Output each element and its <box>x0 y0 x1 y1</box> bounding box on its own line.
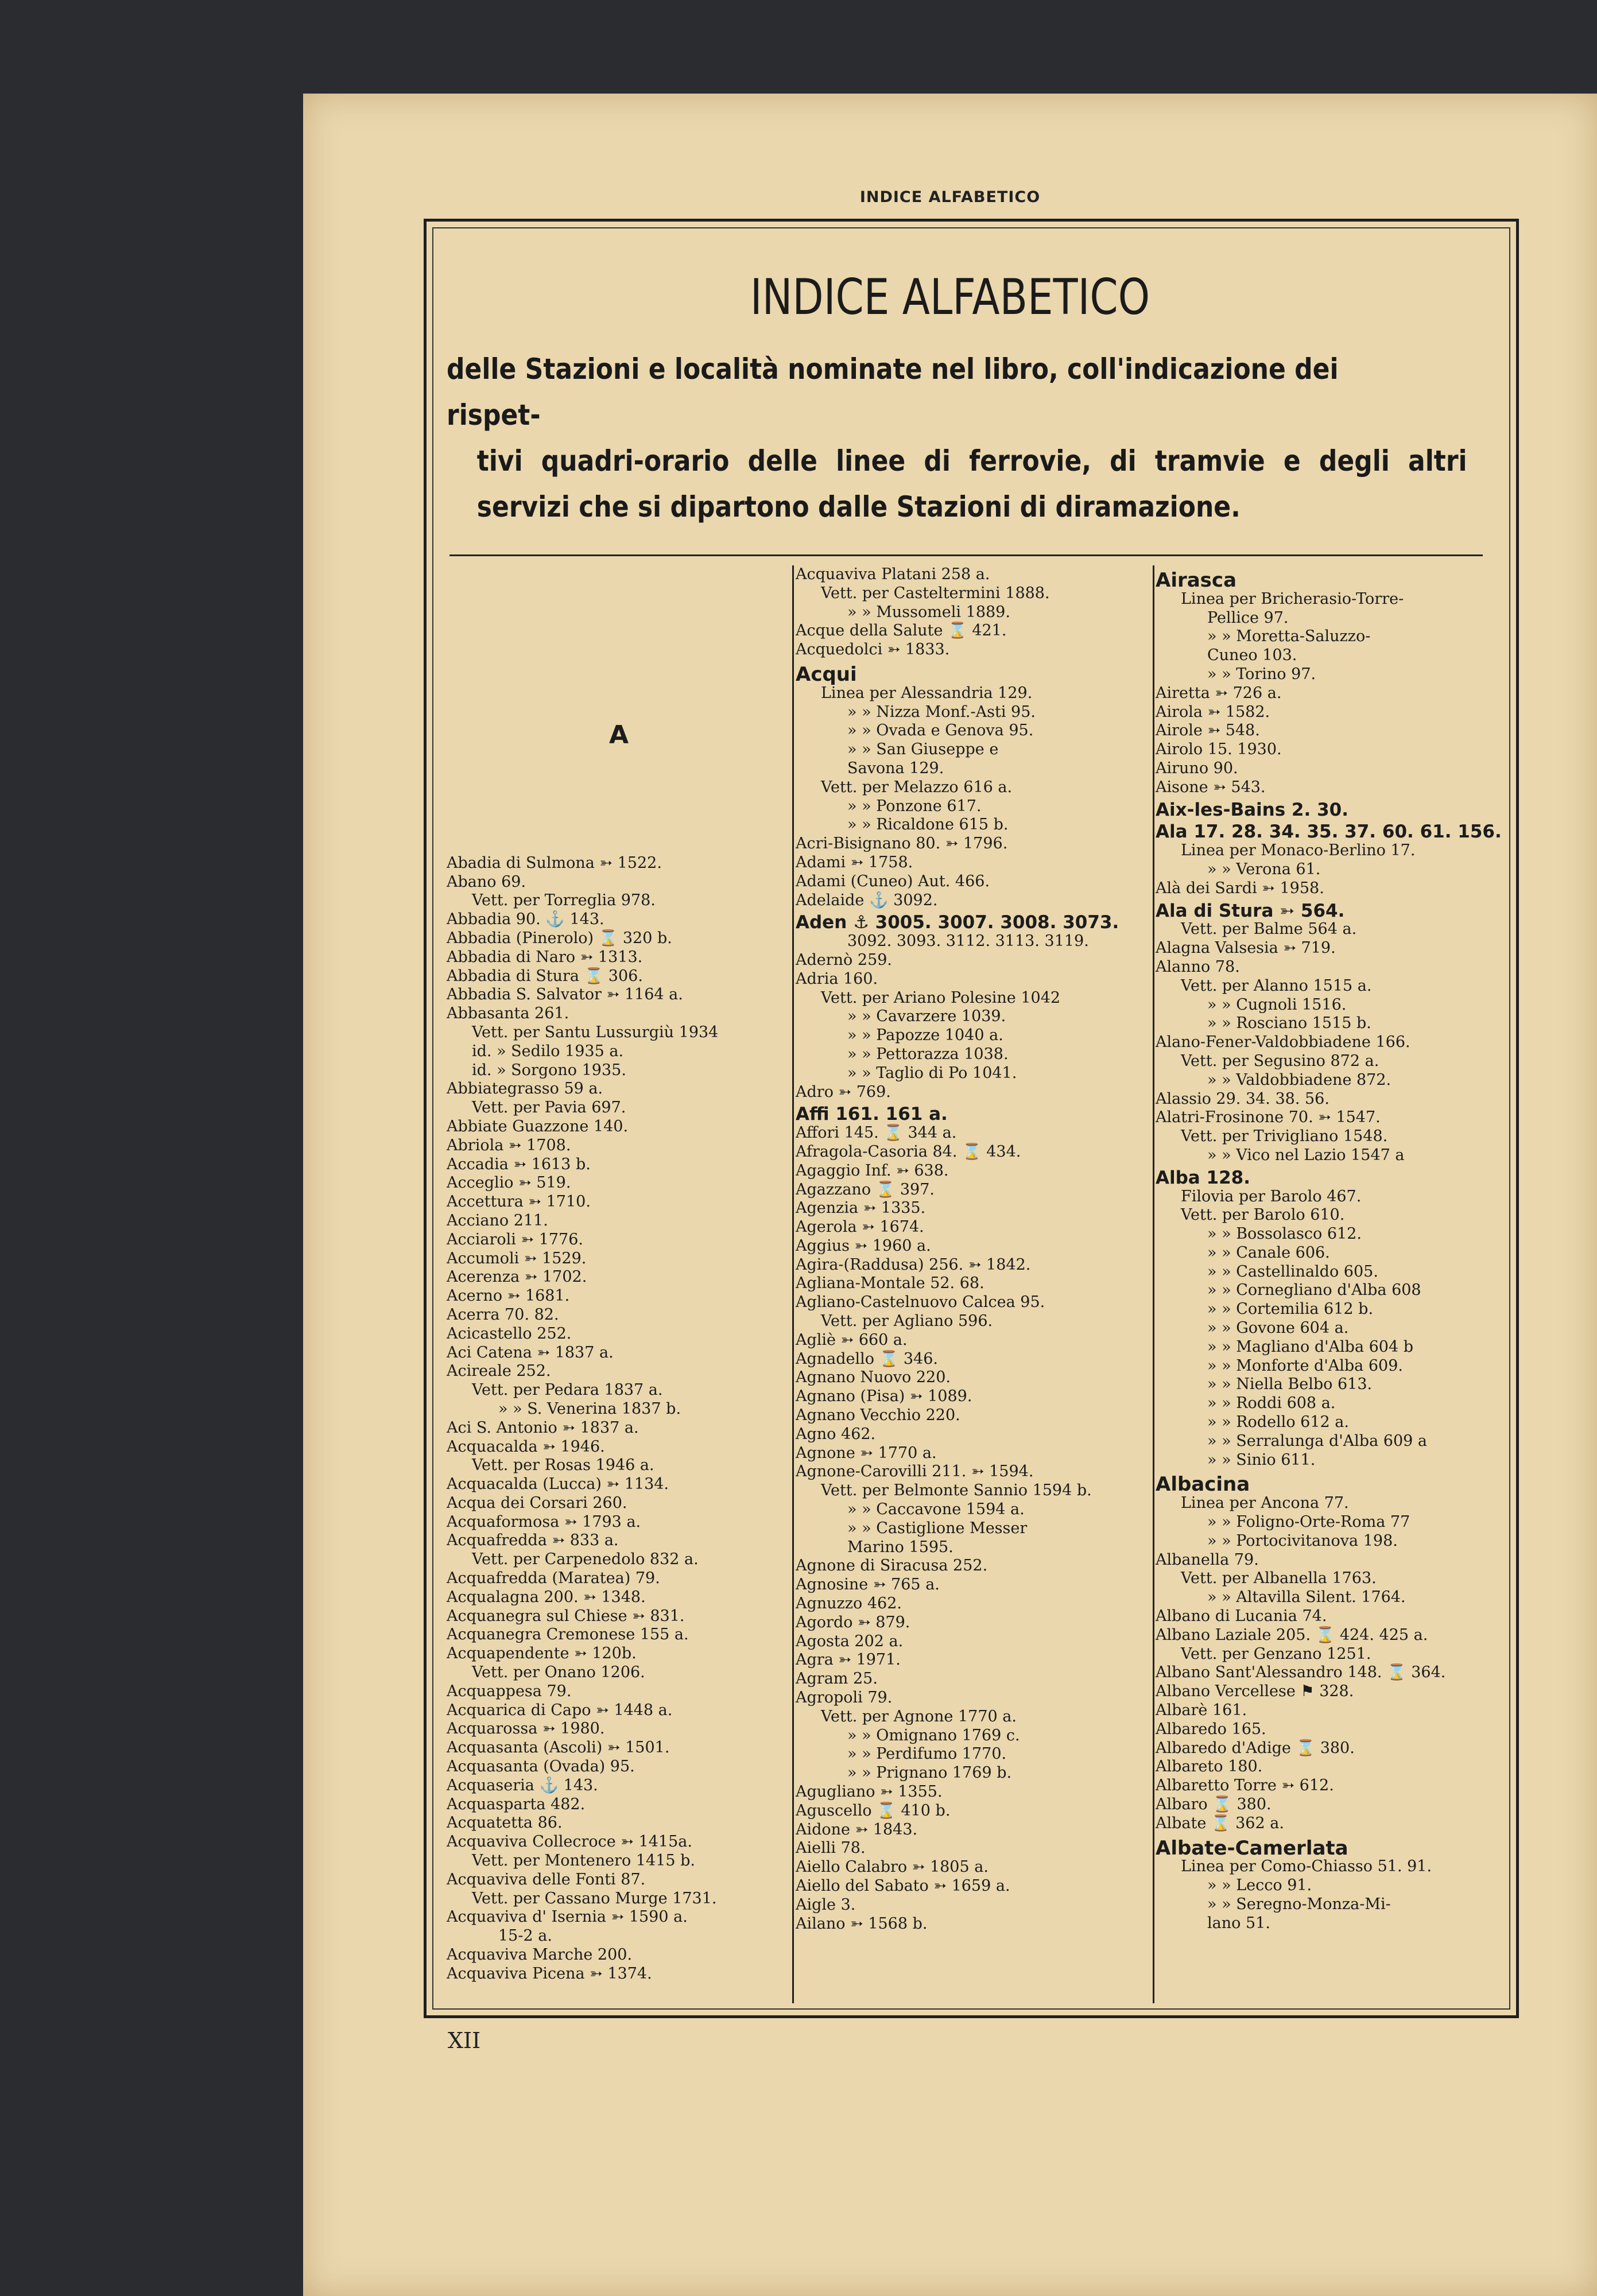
index-entry: Acqualagna 200. ➳ 1348. <box>447 1588 646 1606</box>
index-entry: Agosta 202 a. <box>796 1632 904 1650</box>
index-entry: Vett. per Torreglia 978. <box>472 891 656 910</box>
index-entry: Vett. per Trivigliano 1548. <box>1181 1127 1388 1146</box>
index-entry: » » Cortemilia 612 b. <box>1207 1300 1374 1318</box>
index-entry: » » Torino 97. <box>1207 665 1316 683</box>
index-entry: Abano 69. <box>447 872 526 891</box>
index-entry: Abbasanta 261. <box>447 1004 569 1023</box>
index-entry: Vett. per Pavia 697. <box>472 1099 626 1117</box>
index-entry: Acquedolci ➳ 1833. <box>796 641 950 659</box>
index-entry: Acicastello 252. <box>447 1324 572 1343</box>
index-entry: Acquacalda (Lucca) ➳ 1134. <box>447 1475 669 1494</box>
index-entry: Vett. per Balme 564 a. <box>1181 920 1357 938</box>
index-entry: Airole ➳ 548. <box>1156 722 1260 740</box>
index-entry: Agliana-Montale 52. 68. <box>796 1274 984 1293</box>
index-entry: » » S. Venerina 1837 b. <box>498 1399 681 1418</box>
index-entry: Alagna Valsesia ➳ 719. <box>1156 939 1336 957</box>
index-entry: Agra ➳ 1971. <box>796 1651 901 1669</box>
index-entry: Albate-Camerlata <box>1156 1836 1348 1860</box>
index-entry: Agordo ➳ 879. <box>796 1613 910 1631</box>
index-entry: Aidone ➳ 1843. <box>796 1820 918 1839</box>
index-entry: Ala di Stura ➳ 564. <box>1156 900 1345 921</box>
index-entry: Acquanegra sul Chiese ➳ 831. <box>447 1607 685 1625</box>
index-entry: Airasca <box>1156 569 1237 592</box>
index-entry: Aden ⚓ 3005. 3007. 3008. 3073. <box>796 912 1119 933</box>
index-entry: Acquafredda (Maratea) 79. <box>447 1569 660 1588</box>
index-entry: Adami (Cuneo) Aut. 466. <box>796 872 990 890</box>
index-entry: Agram 25. <box>796 1670 878 1688</box>
header-rule <box>449 554 1483 556</box>
index-entry: Aci Catena ➳ 1837 a. <box>447 1343 614 1362</box>
index-entry: Vett. per Genzano 1251. <box>1181 1645 1371 1663</box>
index-entry: Vett. per Ariano Polesine 1042 <box>821 988 1061 1007</box>
index-entry: » » Taglio di Po 1041. <box>847 1064 1017 1082</box>
index-entry: Albano Laziale 205. ⌛ 424. 425 a. <box>1156 1626 1428 1644</box>
index-entry: Acquaviva delle Fonti 87. <box>447 1870 646 1888</box>
index-entry: Vett. per Carpenedolo 832 a. <box>472 1550 699 1569</box>
index-entry: Aix-les-Bains 2. 30. <box>1156 799 1348 820</box>
index-entry: Abadia di Sulmona ➳ 1522. <box>447 854 662 872</box>
index-entry: 3092. 3093. 3112. 3113. 3119. <box>847 932 1089 951</box>
index-entry: » » Castiglione Messer <box>847 1519 1028 1537</box>
index-entry: Vett. per Barolo 610. <box>1181 1206 1345 1224</box>
index-entry: » » Mussomeli 1889. <box>847 603 1010 621</box>
subtitle <box>447 346 1467 530</box>
index-entry: Vett. per Melazzo 616 a. <box>821 778 1013 796</box>
index-entry: » » Verona 61. <box>1207 860 1321 878</box>
index-entry: Acquarica di Capo ➳ 1448 a. <box>447 1701 673 1719</box>
running-head: INDICE ALFABETICO <box>859 188 1041 206</box>
index-entry: Vett. per Albanella 1763. <box>1181 1569 1377 1588</box>
index-entry: Ala 17. 28. 34. 35. 37. 60. 61. 156. <box>1156 821 1502 843</box>
index-entry: Savona 129. <box>847 759 944 777</box>
index-entry: » » Moretta-Saluzzo- <box>1207 627 1371 646</box>
index-entry: Agliano-Castelnuovo Calcea 95. <box>796 1293 1045 1312</box>
index-entry: Agnano (Pisa) ➳ 1089. <box>796 1387 972 1406</box>
index-entry: Airuno 90. <box>1156 759 1238 777</box>
index-entry: Acciano 211. <box>447 1211 548 1230</box>
index-entry: Accumoli ➳ 1529. <box>447 1249 587 1267</box>
index-entry: Agropoli 79. <box>796 1689 893 1707</box>
index-entry: Afragola-Casoria 84. ⌛ 434. <box>796 1142 1021 1161</box>
index-entry: Albano di Lucania 74. <box>1156 1607 1327 1626</box>
index-entry: Acquaviva Collecroce ➳ 1415a. <box>447 1833 692 1851</box>
index-entry: » » Cavarzere 1039. <box>847 1007 1006 1026</box>
index-entry: Agazzano ⌛ 397. <box>796 1180 935 1199</box>
index-entry: » » Altavilla Silent. 1764. <box>1207 1588 1406 1607</box>
index-entry: Airolo 15. 1930. <box>1156 740 1282 759</box>
index-entry: Agnano Nuovo 220. <box>796 1368 951 1387</box>
index-entry: Aggius ➳ 1960 a. <box>796 1236 931 1255</box>
index-entry: Acquaviva Marche 200. <box>447 1946 633 1964</box>
index-entry: » » Cornegliano d'Alba 608 <box>1207 1281 1421 1300</box>
index-entry: Agnone-Carovilli 211. ➳ 1594. <box>796 1463 1034 1481</box>
index-entry: Acquasparta 482. <box>447 1795 586 1813</box>
index-entry: Acquasanta (Ascoli) ➳ 1501. <box>447 1739 670 1757</box>
index-entry: Aigle 3. <box>796 1895 856 1914</box>
index-entry: Abbadia di Stura ⌛ 306. <box>447 967 643 985</box>
index-entry: » » Canale 606. <box>1207 1243 1330 1262</box>
index-entry: Adernò 259. <box>796 951 893 969</box>
index-entry: Acque della Salute ⌛ 421. <box>796 622 1007 640</box>
index-entry: Adami ➳ 1758. <box>796 853 913 871</box>
index-entry: Accettura ➳ 1710. <box>447 1193 591 1211</box>
index-entry: Albaredo 165. <box>1156 1720 1266 1738</box>
index-entry: Acciaroli ➳ 1776. <box>447 1230 583 1248</box>
index-entry: id. » Sedilo 1935 a. <box>472 1042 624 1060</box>
index-entry: » » Sinio 611. <box>1207 1450 1316 1469</box>
index-entry: » » Serralunga d'Alba 609 a <box>1207 1432 1427 1450</box>
index-entry: Aisone ➳ 543. <box>1156 778 1266 796</box>
index-entry: Acquaviva Platani 258 a. <box>796 565 990 583</box>
index-entry: Albaredo d'Adige ⌛ 380. <box>1156 1739 1355 1757</box>
index-entry: lano 51. <box>1207 1914 1270 1932</box>
index-entry: Acquanegra Cremonese 155 a. <box>447 1626 689 1644</box>
index-entry: Abriola ➳ 1708. <box>447 1136 571 1154</box>
index-entry: Ailano ➳ 1568 b. <box>796 1914 928 1933</box>
index-entry: » » Magliano d'Alba 604 b <box>1207 1337 1414 1356</box>
index-entry: Linea per Monaco-Berlino 17. <box>1181 841 1416 860</box>
page-title: INDICE ALFABETICO <box>750 269 1150 326</box>
index-entry: » » San Giuseppe e <box>847 740 999 759</box>
section-letter: A <box>608 720 629 750</box>
index-entry: Acri-Bisignano 80. ➳ 1796. <box>796 835 1008 853</box>
index-entry: Acqui <box>796 662 857 686</box>
index-entry: Acquaviva Picena ➳ 1374. <box>447 1964 652 1983</box>
index-entry: Linea per Como-Chiasso 51. 91. <box>1181 1857 1432 1876</box>
index-entry: Vett. per Rosas 1946 a. <box>472 1456 654 1475</box>
index-entry: Abbadia S. Salvator ➳ 1164 a. <box>447 986 683 1004</box>
index-entry: Linea per Bricherasio-Torre- <box>1181 589 1404 608</box>
index-entry: Aiello Calabro ➳ 1805 a. <box>796 1858 989 1876</box>
index-column-3 <box>1156 565 1500 1933</box>
index-entry: » » Monforte d'Alba 609. <box>1207 1356 1403 1375</box>
index-entry: Agnone di Siracusa 252. <box>796 1557 988 1575</box>
index-entry: » » Nizza Monf.-Asti 95. <box>847 703 1036 721</box>
index-entry: » » Prignano 1769 b. <box>847 1764 1012 1782</box>
index-entry: Acceglio ➳ 519. <box>447 1174 571 1192</box>
index-entry: Alano-Fener-Valdobbiadene 166. <box>1156 1033 1410 1052</box>
index-entry: Albano Sant'Alessandro 148. ⌛ 364. <box>1156 1663 1446 1682</box>
index-entry: Acquaviva d' Isernia ➳ 1590 a. <box>447 1908 688 1926</box>
index-entry: Albarè 161. <box>1156 1701 1247 1720</box>
index-entry: » » Valdobbiadene 872. <box>1207 1071 1391 1089</box>
index-entry: » » Ricaldone 615 b. <box>847 816 1009 834</box>
index-entry: » » Rosciano 1515 b. <box>1207 1014 1371 1033</box>
index-entry: Acerenza ➳ 1702. <box>447 1268 587 1286</box>
index-entry: Vett. per Casteltermini 1888. <box>821 584 1050 602</box>
index-entry: Albareto 180. <box>1156 1758 1263 1776</box>
index-entry: » » Omignano 1769 c. <box>847 1726 1020 1744</box>
index-column-2 <box>796 565 1157 1933</box>
index-entry: Vett. per Alanno 1515 a. <box>1181 976 1372 995</box>
index-entry: Acquacalda ➳ 1946. <box>447 1437 605 1456</box>
index-entry: Agliè ➳ 660 a. <box>796 1331 908 1349</box>
index-entry: Adro ➳ 769. <box>796 1083 891 1101</box>
index-entry: Agnadello ⌛ 346. <box>796 1349 938 1368</box>
index-entry: Acquaformosa ➳ 1793 a. <box>447 1512 641 1531</box>
index-entry: Aiello del Sabato ➳ 1659 a. <box>796 1876 1010 1895</box>
index-entry: » » Papozze 1040 a. <box>847 1026 1003 1045</box>
index-entry: Vett. per Agliano 596. <box>821 1312 993 1331</box>
index-entry: Albaretto Torre ➳ 612. <box>1156 1777 1334 1795</box>
subtitle-line: servizi che si dipartono dalle Stazioni di diramazione. <box>476 490 1241 523</box>
index-entry: » » Ponzone 617. <box>847 797 982 815</box>
index-entry: » » Portocivitanova 198. <box>1207 1531 1398 1550</box>
index-entry: Acquaseria ⚓ 143. <box>447 1776 598 1794</box>
index-entry: Aci S. Antonio ➳ 1837 a. <box>447 1418 639 1437</box>
index-entry: id. » Sorgono 1935. <box>472 1061 626 1079</box>
index-entry: Vett. per Belmonte Sannio 1594 b. <box>821 1481 1092 1500</box>
index-entry: Alanno 78. <box>1156 957 1240 976</box>
index-entry: Agira-(Raddusa) 256. ➳ 1842. <box>796 1255 1031 1274</box>
index-entry: » » Vico nel Lazio 1547 a <box>1207 1146 1405 1164</box>
index-entry: » » Pettorazza 1038. <box>847 1045 1009 1063</box>
index-entry: Acquappesa 79. <box>447 1682 572 1700</box>
index-entry: Affori 145. ⌛ 344 a. <box>796 1124 957 1142</box>
column-divider <box>792 565 794 2003</box>
index-column-1 <box>447 565 791 1984</box>
index-entry: Linea per Ancona 77. <box>1181 1494 1349 1512</box>
index-entry: Abbiate Guazzone 140. <box>447 1117 629 1135</box>
index-entry: Aielli 78. <box>796 1839 866 1857</box>
page-number: XII <box>448 2028 481 2053</box>
index-entry: Airola ➳ 1582. <box>1156 703 1270 721</box>
index-entry: Agerola ➳ 1674. <box>796 1218 924 1236</box>
index-entry: Vett. per Onano 1206. <box>472 1663 645 1682</box>
subtitle-line: tivi quadri-orario delle linee di ferrovie, di tramvie e degli altri <box>476 444 1467 478</box>
index-entry: Acquasanta (Ovada) 95. <box>447 1758 635 1776</box>
index-entry: Alatri-Frosinone 70. ➳ 1547. <box>1156 1108 1381 1127</box>
index-entry: Albacina <box>1156 1473 1250 1496</box>
index-entry: » » Seregno-Monza-Mi- <box>1207 1895 1391 1913</box>
index-entry: » » Foligno-Orte-Roma 77 <box>1207 1513 1410 1531</box>
index-entry: » » Castellinaldo 605. <box>1207 1262 1378 1281</box>
index-entry: Adelaide ⚓ 3092. <box>796 891 938 909</box>
index-entry: Agugliano ➳ 1355. <box>796 1783 943 1801</box>
index-entry: Adria 160. <box>796 969 878 988</box>
index-entry: » » Perdifumo 1770. <box>847 1745 1007 1763</box>
index-entry: Agnano Vecchio 220. <box>796 1406 960 1425</box>
index-entry: Agaggio Inf. ➳ 638. <box>796 1161 949 1180</box>
index-entry: » » Niella Belbo 613. <box>1207 1375 1373 1394</box>
page-sheet <box>303 94 1597 2296</box>
subtitle-line: delle Stazioni e località nominate nel libro, coll'indicazione dei rispet- <box>447 352 1339 432</box>
index-entry: Vett. per Montenero 1415 b. <box>472 1852 696 1870</box>
index-entry: Accadia ➳ 1613 b. <box>447 1155 591 1173</box>
index-entry: Aguscello ⌛ 410 b. <box>796 1801 951 1820</box>
index-entry: » » Rodello 612 a. <box>1207 1413 1349 1432</box>
index-entry: » » Cugnoli 1516. <box>1207 995 1347 1014</box>
index-entry: Albanella 79. <box>1156 1550 1259 1569</box>
index-entry: Abbadia di Naro ➳ 1313. <box>447 948 643 966</box>
index-entry: Acqua dei Corsari 260. <box>447 1494 627 1512</box>
index-entry: » » Roddi 608 a. <box>1207 1394 1336 1413</box>
index-entry: Affi 161. 161 a. <box>796 1104 948 1125</box>
index-entry: Acquafredda ➳ 833 a. <box>447 1531 619 1550</box>
index-entry: Agnosine ➳ 765 a. <box>796 1576 940 1594</box>
index-entry: » » Caccavone 1594 a. <box>847 1500 1025 1519</box>
index-entry: Vett. per Agnone 1770 a. <box>821 1707 1017 1725</box>
index-entry: Vett. per Cassano Murge 1731. <box>472 1889 717 1907</box>
index-entry: Agnone ➳ 1770 a. <box>796 1444 937 1462</box>
index-entry: Linea per Alessandria 129. <box>821 684 1033 702</box>
index-entry: Albano Vercellese ⚑ 328. <box>1156 1682 1354 1701</box>
index-entry: Albate ⌛ 362 a. <box>1156 1814 1284 1832</box>
index-entry: Pellice 97. <box>1207 608 1289 627</box>
index-entry: Abbadia 90. ⚓ 143. <box>447 910 604 929</box>
index-entry: Albaro ⌛ 380. <box>1156 1795 1272 1813</box>
index-entry: Acquapendente ➳ 120b. <box>447 1645 637 1663</box>
index-entry: Vett. per Santu Lussurgiù 1934 <box>472 1023 719 1041</box>
index-entry: Alà dei Sardi ➳ 1958. <box>1156 879 1324 897</box>
index-entry: 15-2 a. <box>498 1927 552 1945</box>
index-entry: Acireale 252. <box>447 1362 551 1380</box>
index-entry: Acquarossa ➳ 1980. <box>447 1720 605 1738</box>
index-entry: Agno 462. <box>796 1425 876 1443</box>
index-entry: Alassio 29. 34. 38. 56. <box>1156 1089 1329 1108</box>
index-entry: Vett. per Segusino 872 a. <box>1181 1052 1379 1070</box>
index-entry: Agnuzzo 462. <box>796 1595 902 1613</box>
index-entry: » » Lecco 91. <box>1207 1876 1312 1895</box>
index-entry: Cuneo 103. <box>1207 646 1297 665</box>
index-entry: Acerno ➳ 1681. <box>447 1287 570 1305</box>
index-entry: Acerra 70. 82. <box>447 1305 559 1324</box>
index-entry: Acquatetta 86. <box>447 1814 563 1832</box>
index-entry: » » Bossolasco 612. <box>1207 1225 1362 1243</box>
index-entry: Vett. per Pedara 1837 a. <box>472 1381 663 1399</box>
index-entry: Marino 1595. <box>847 1538 953 1556</box>
index-entry: Alba 128. <box>1156 1167 1251 1188</box>
index-entry: Filovia per Barolo 467. <box>1181 1187 1362 1205</box>
index-entry: Abbiategrasso 59 a. <box>447 1080 603 1098</box>
index-entry: Abbadia (Pinerolo) ⌛ 320 b. <box>447 929 672 947</box>
index-entry: Airetta ➳ 726 a. <box>1156 684 1282 702</box>
index-entry: Agenzia ➳ 1335. <box>796 1199 926 1217</box>
index-entry: » » Ovada e Genova 95. <box>847 722 1034 740</box>
index-entry: » » Govone 604 a. <box>1207 1319 1349 1337</box>
